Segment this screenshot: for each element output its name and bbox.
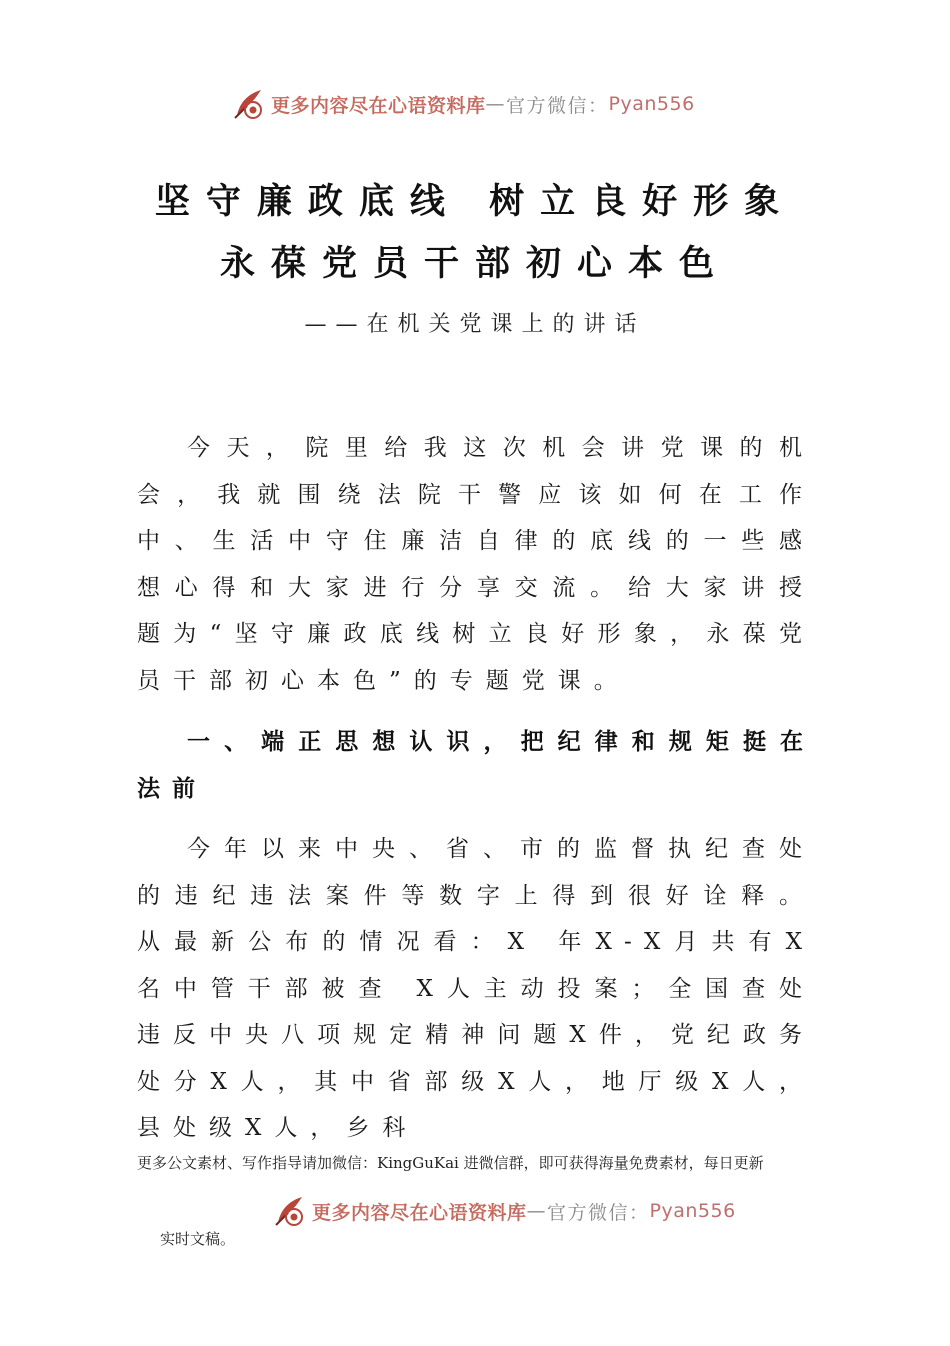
watermark-label: 官方微信： xyxy=(547,1201,650,1224)
section-heading-1: 一、端正思想认识，把纪律和规矩挺在法前 xyxy=(137,729,815,802)
watermark-wechat-id: Pyan556 xyxy=(608,93,695,115)
watermark-bottom xyxy=(272,1193,736,1229)
watermark-top xyxy=(231,86,695,122)
watermark-dash: — xyxy=(526,1200,548,1222)
quill-seal-icon xyxy=(272,1193,308,1229)
paragraph-section-1: 今年以来中央、省、市的监督执纪查处的违纪违法案件等数字上得到很好诠释。从最新公布的情况看：X 年X-X月共有X 名中管干部被查 X人主动投案；全国查处违反中央八项规定精神问题X件，党纪政务处分X人，其中省部级X人，地厅级X人，县处级X人，乡科 xyxy=(137,836,815,1141)
quill-seal-icon xyxy=(231,86,267,122)
footer-note: 更多公文素材、写作指导请加微信：KingGuKai 进微信群，即可获得海量免费素材，每日更新 xyxy=(137,1154,764,1172)
footer-note-continued: 实时文稿。 xyxy=(160,1230,236,1248)
watermark-dash: — xyxy=(485,93,507,115)
watermark-main-text: 更多内容尽在心语资料库 xyxy=(271,94,486,117)
watermark-label: 官方微信： xyxy=(506,94,609,117)
paragraph-intro: 今天，院里给我这次机会讲党课的机会，我就围绕法院干警应该如何在工作中、生活中守住廉洁自律的底线的一些感想心得和大家进行分享交流。给大家讲授题为“坚守廉政底线树立良好形象，永葆党员干部初心本色”的专题党课。 xyxy=(137,435,815,694)
document-subtitle: ——在机关党课上的讲话 xyxy=(304,312,646,337)
watermark-main-text: 更多内容尽在心语资料库 xyxy=(312,1201,527,1224)
document-title-line-2: 永葆党员干部初心本色 xyxy=(219,243,730,284)
watermark-wechat-id: Pyan556 xyxy=(649,1200,736,1222)
document-title-line-1: 坚守廉政底线 树立良好形象 xyxy=(154,181,796,222)
